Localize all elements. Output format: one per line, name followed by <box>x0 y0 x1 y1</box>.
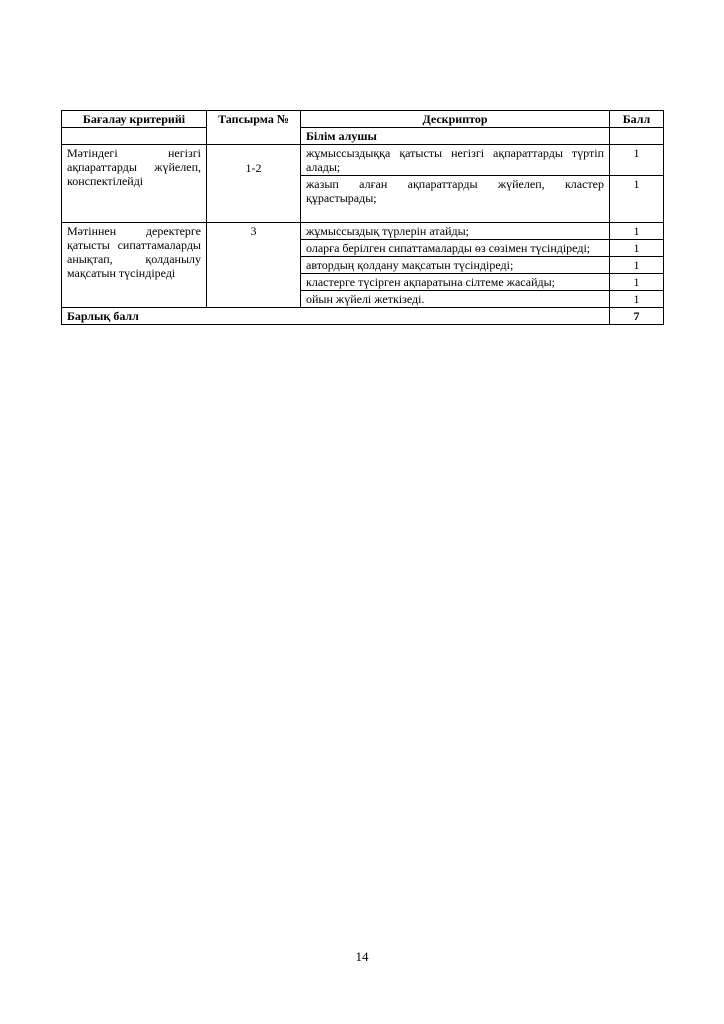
score-cell: 1 <box>610 176 664 223</box>
subheader-blank-left <box>62 128 207 145</box>
table-row <box>62 145 664 176</box>
descriptor-cell: автордың қолдану мақсатын түсіндіреді; <box>301 257 610 274</box>
header-score: Балл <box>610 111 664 128</box>
subheader-learner: Білім алушы <box>301 128 610 145</box>
subheader-row <box>62 128 664 145</box>
score-cell: 1 <box>610 223 664 240</box>
header-criterion: Бағалау критерийі <box>62 111 207 128</box>
total-label: Барлық балл <box>62 308 610 325</box>
header-task: Тапсырма № <box>207 111 301 145</box>
task-cell: 1-2 <box>207 145 301 223</box>
score-cell: 1 <box>610 145 664 176</box>
descriptor-cell: жазып алған ақпараттарды жүйелеп, кластер құрастырады; <box>301 176 610 223</box>
criterion-cell: Мәтіндегі негізгі ақпараттарды жүйелеп, конспектілейді <box>62 145 207 223</box>
score-cell: 1 <box>610 257 664 274</box>
score-cell: 1 <box>610 240 664 257</box>
descriptor-cell: жұмыссыздыққа қатысты негізгі ақпараттарды түртіп алады; <box>301 145 610 176</box>
task-cell: 3 <box>207 223 301 308</box>
page-number: 14 <box>355 949 369 964</box>
total-score: 7 <box>610 308 664 325</box>
header-descriptor: Дескриптор <box>301 111 610 128</box>
header-row <box>62 111 664 128</box>
descriptor-cell: оларға берілген сипаттамаларды өз сөзімен түсіндіреді; <box>301 240 610 257</box>
criterion-cell: Мәтіннен деректерге қатысты сипаттамаларды анықтап, қолданылу мақсатын түсіндіреді <box>62 223 207 308</box>
table-row <box>62 223 664 240</box>
score-cell: 1 <box>610 291 664 308</box>
descriptor-cell: ойын жүйелі жеткізеді. <box>301 291 610 308</box>
assessment-table <box>61 110 664 325</box>
total-row <box>62 308 664 325</box>
score-cell: 1 <box>610 274 664 291</box>
subheader-blank-right <box>610 128 664 145</box>
descriptor-cell: жұмыссыздық түрлерін атайды; <box>301 223 610 240</box>
descriptor-cell: кластерге түсірген ақпаратына сілтеме жасайды; <box>301 274 610 291</box>
